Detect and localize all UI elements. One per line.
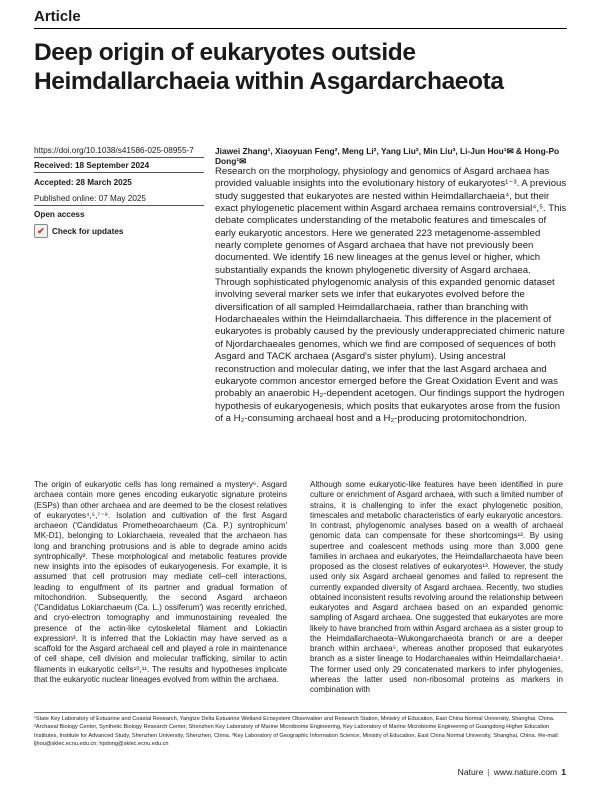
body-column-left: The origin of eukaryotic cells has long remained a mystery⁶. Asgard archaea contain more genes encoding eukaryotic signature proteins (ESPs) than other archaea and are deemed to be the closest relatives of eukaryotes⁴,⁵,⁷⁻⁹. Isolation and cultivation of the first Asgard archaeon ('Candidatus Prometheoarchaeum (Ca. P.) syntrophicum' MK-D1), belonging to Lokiarchaeia, revealed that the archaeon has long and branching protrusions and is able to degrade amino acids syntrophically². These morphological and metabolic features provide new insights into the episodes of eukaryogenesis. For example, it is assumed that cell protrusion may mediate cell–cell interactions, leading to engulfment of its partner and gradual formation of mitochondrion. Subsequently, the second Asgard archaeon ('Candidatus Lokiarchaeum (Ca. L.) ossiferum') was recently enriched, and cryo-electron tomography and immunostaining revealed the presence of the actin-like cytoskeletal filament and Lokiactin expression³. It is inferred that the Lokiactin may have served as a scaffold for the Asgard archaeal cell and played a role in maintenance of cell shape, cell division and molecular trafficking, similar to actin filaments in eukaryotic cells¹⁰,¹¹. The results and hypotheses implicate that the eukaryotic nuclear lineages evolved from within the archaea.: [34, 480, 287, 684]
body-column-right: Although some eukaryotic-like features have been identified in pure culture or enrichment of Asgard archaea, with such a limited number of strains, it is challenging to infer the exact phylogenetic position, timescales and metabolic characteristics of early eukaryotic ancestors. In contrast, phylogenomic analyses based on a wealth of archaeal genomic data can compensate for these shortcomings¹². By using supertree and coalescent methods using more than 3,000 gene families in archaea and eukaryotes, the Heimdallarchaeota have been proposed as the closest relatives of eukaryotes¹³. However, the study used only six Asgard archaeal genomes and failed to represent the currently expanded diversity of Asgard archaea. Recently, two studies obtained inconsistent results revolving around the relationship between eukaryotes and Asgard archaea based on an expanded genomic sampling of Asgard archaea. One suggested that eukaryotes are more likely to have branched from within Asgard archaea as a sister group to the Heimdallarchaeota–Wukongarchaeota branch or are a deeper branch within archaea⁵, whereas another proposed that eukaryotes branch as a sister lineage to Hodarchaeales within Heimdallarchaeia⁴. The former used only 29 concatenated markers to infer phylogenies, whereas the latter used non-ribosomal proteins as markers in combination with: [310, 480, 563, 694]
page-footer: [458, 767, 566, 777]
doi-link[interactable]: https://doi.org/10.1038/s41586-025-08955-7: [34, 146, 194, 155]
title-divider: [34, 28, 567, 29]
open-access-label: Open access: [34, 210, 85, 219]
footer-separator: |: [487, 767, 490, 777]
page-number: 1: [561, 767, 566, 777]
site-link[interactable]: www.nature.com: [493, 767, 558, 777]
received-date: Received: 18 September 2024: [34, 161, 150, 170]
update-check-icon: ✔: [34, 224, 48, 238]
affiliations: ¹State Key Laboratory of Estuarine and Coastal Research, Yangtze Delta Estuarine Wetland Ecosystem Observation and Research Station, Ministry of Education, East China Normal University, Shanghai, China. ²Archaeal Biology Center, Synthetic Biology Research Center, Shenzhen Key Laboratory of Marine Microbiome Engineering, Key Laboratory of Marine Microbiome Engineering of Guangdong Higher Education Institutes, Institute for Advanced Study, Shenzhen University, Shenzhen, China. ³Key Laboratory of Geographic Information Science, Ministry of Education, East China Normal University, Shanghai, China. ✉e-mail: ljhou@sklec.ecnu.edu.cn; hpdong@sklec.ecnu.edu.cn: [34, 716, 560, 747]
article-type-label: Article: [34, 8, 81, 25]
article-title: Deep origin of eukaryotes outside Heimdallarchaeia within Asgardarchaeota: [34, 39, 504, 95]
check-for-updates-label: Check for updates: [52, 226, 124, 236]
author-list: Jiawei Zhang¹, Xiaoyuan Feng², Meng Li², Yang Liu², Min Liu³, Li-Jun Hou¹✉ & Hong-Po Dong¹✉: [215, 146, 560, 166]
published-date: Published online: 07 May 2025: [34, 194, 146, 203]
meta-divider: [34, 172, 204, 173]
meta-divider: [34, 205, 204, 206]
check-for-updates-button[interactable]: [34, 224, 123, 238]
meta-divider: [34, 157, 204, 158]
accepted-date: Accepted: 28 March 2025: [34, 178, 132, 187]
footnote-divider: [34, 712, 567, 713]
abstract: Research on the morphology, physiology and genomics of Asgard archaea has provided valuable insights into the evolutionary history of eukaryotes¹⁻³. A previous study suggested that eukaryotes are nested within Heimdallarchaeia⁴, but their exact phylogenetic placement within Asgard archaea remains controversial⁴,⁵. This debate complicates understanding of the metabolic features and timescales of early eukaryotic ancestors. Here we generated 223 metagenome-assembled nearly complete genomes of Asgard archaea that have not previously been documented. We identify 16 new lineages at the genus level or higher, which substantially expands the known phylogenetic diversity of Asgard archaea. Through sophisticated phylogenomic analysis of this expanded genomic dataset involving several marker sets we infer that eukaryotes evolved before the diversification of all sampled Heimdallarchaeia, rather than branching with Hodarchaeales within the Heimdallarchaeia. This difference in the placement of eukaryotes is probably caused by the previously underappreciated chimeric nature of Njordarchaeales genomes, which we find are composed of sequences of both Asgard and TACK archaea (Asgard's sister phylum). Using ancestral reconstruction and molecular dating, we infer that the last Asgard archaea and eukaryote common ancestor emerged before the Great Oxidation Event and was probably an anaerobic H₂-dependent acetogen. Our findings support the hydrogen hypothesis of eukaryogenesis, which posits that eukaryotes arose from the fusion of a H₂-consuming archaeal host and a H₂-producing protomitochondrion.: [215, 166, 567, 424]
journal-name: Nature: [457, 767, 484, 777]
